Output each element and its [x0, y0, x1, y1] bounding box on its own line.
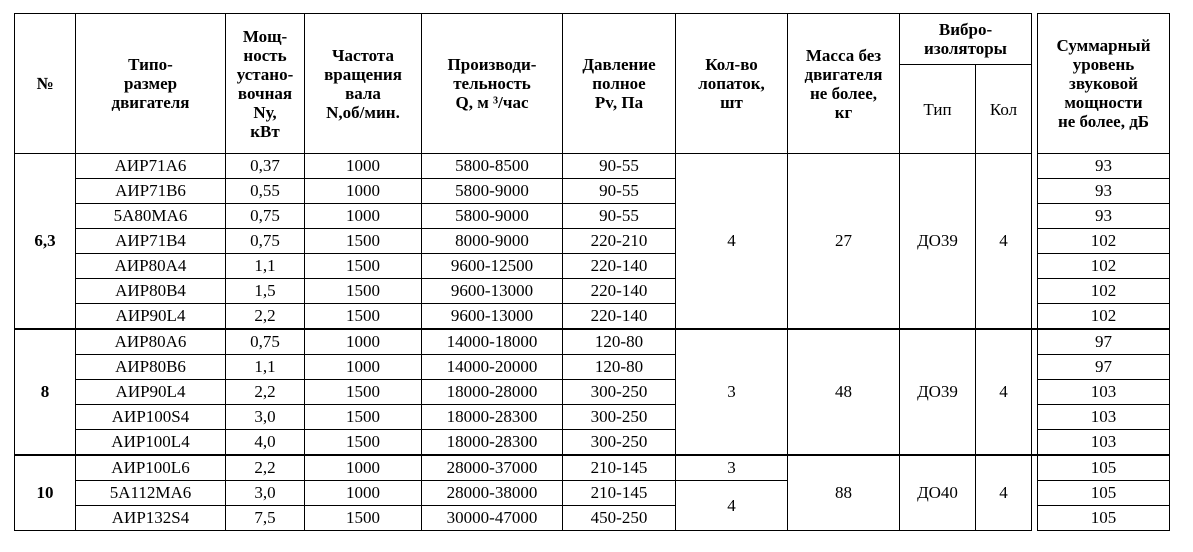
- flow-cell: 5800-8500: [422, 154, 563, 179]
- pressure-cell: 210-145: [563, 455, 676, 481]
- power-cell: 3,0: [226, 405, 305, 430]
- flow-cell: 5800-9000: [422, 204, 563, 229]
- motor-type-cell: АИР100S4: [76, 405, 226, 430]
- flow-cell: 18000-28000: [422, 380, 563, 405]
- frequency-cell: 1500: [305, 304, 422, 330]
- noise-level-cell: 93: [1038, 154, 1170, 179]
- power-cell: 2,2: [226, 455, 305, 481]
- noise-level-cell: 97: [1038, 329, 1170, 355]
- flow-cell: 14000-20000: [422, 355, 563, 380]
- motor-type-cell: АИР100L4: [76, 430, 226, 456]
- frequency-cell: 1000: [305, 355, 422, 380]
- pressure-cell: 450-250: [563, 506, 676, 531]
- flow-cell: 18000-28300: [422, 405, 563, 430]
- frequency-cell: 1500: [305, 506, 422, 531]
- noise-level-cell: 97: [1038, 355, 1170, 380]
- power-cell: 0,37: [226, 154, 305, 179]
- noise-level-cell: 102: [1038, 254, 1170, 279]
- noise-level-cell: 93: [1038, 204, 1170, 229]
- vibro-count-cell: 4: [976, 329, 1032, 455]
- power-cell: 4,0: [226, 430, 305, 456]
- motor-type-cell: АИР90L4: [76, 304, 226, 330]
- frequency-cell: 1500: [305, 279, 422, 304]
- pressure-cell: 300-250: [563, 430, 676, 456]
- flow-cell: 5800-9000: [422, 179, 563, 204]
- pressure-cell: 90-55: [563, 204, 676, 229]
- motor-type-cell: АИР90L4: [76, 380, 226, 405]
- table-row: [15, 455, 1170, 481]
- power-cell: 3,0: [226, 481, 305, 506]
- power-cell: 2,2: [226, 380, 305, 405]
- header-number: №: [15, 14, 76, 154]
- pressure-cell: 300-250: [563, 405, 676, 430]
- header-mass: Масса без двигателя не более, кг: [788, 14, 900, 154]
- mass-cell: 48: [788, 329, 900, 455]
- blade-count-cell: 4: [676, 154, 788, 330]
- header-flow-rate: Производи- тельность Q, м ³/час: [422, 14, 563, 154]
- frequency-cell: 1500: [305, 380, 422, 405]
- noise-level-cell: 102: [1038, 304, 1170, 330]
- mass-cell: 88: [788, 455, 900, 531]
- pressure-cell: 120-80: [563, 329, 676, 355]
- pressure-cell: 90-55: [563, 179, 676, 204]
- pressure-cell: 220-140: [563, 304, 676, 330]
- frequency-cell: 1000: [305, 204, 422, 229]
- motor-type-cell: АИР80В6: [76, 355, 226, 380]
- group-number-cell: 10: [15, 455, 76, 531]
- motor-type-cell: АИР80А4: [76, 254, 226, 279]
- pressure-cell: 220-140: [563, 254, 676, 279]
- frequency-cell: 1000: [305, 455, 422, 481]
- power-cell: 7,5: [226, 506, 305, 531]
- frequency-cell: 1500: [305, 229, 422, 254]
- blade-count-cell: 3: [676, 455, 788, 481]
- flow-cell: 14000-18000: [422, 329, 563, 355]
- power-cell: 1,1: [226, 355, 305, 380]
- flow-cell: 18000-28300: [422, 430, 563, 456]
- header-power: Мощ- ность устано- вочная Nу, кВт: [226, 14, 305, 154]
- frequency-cell: 1000: [305, 179, 422, 204]
- header-rotation-frequency: Частота вращения вала N,об/мин.: [305, 14, 422, 154]
- noise-level-cell: 103: [1038, 430, 1170, 456]
- motor-type-cell: АИР71В4: [76, 229, 226, 254]
- motor-type-cell: 5А112МА6: [76, 481, 226, 506]
- group-number-cell: 6,3: [15, 154, 76, 330]
- header-motor-type: Типо- размер двигателя: [76, 14, 226, 154]
- motor-type-cell: АИР132S4: [76, 506, 226, 531]
- flow-cell: 8000-9000: [422, 229, 563, 254]
- table-body: [15, 154, 1170, 531]
- power-cell: 1,5: [226, 279, 305, 304]
- header-vibro-isolators: Вибро- изоляторы: [900, 14, 1032, 65]
- vibro-type-cell: ДО40: [900, 455, 976, 531]
- table-row: [15, 329, 1170, 355]
- noise-level-cell: 105: [1038, 481, 1170, 506]
- pressure-cell: 300-250: [563, 380, 676, 405]
- flow-cell: 9600-13000: [422, 279, 563, 304]
- header-blade-count: Кол-во лопаток, шт: [676, 14, 788, 154]
- table-row: [15, 154, 1170, 179]
- power-cell: 0,75: [226, 204, 305, 229]
- flow-cell: 30000-47000: [422, 506, 563, 531]
- motor-type-cell: 5А80МА6: [76, 204, 226, 229]
- flow-cell: 28000-37000: [422, 455, 563, 481]
- flow-cell: 9600-13000: [422, 304, 563, 330]
- pressure-cell: 220-140: [563, 279, 676, 304]
- noise-level-cell: 103: [1038, 380, 1170, 405]
- power-cell: 1,1: [226, 254, 305, 279]
- frequency-cell: 1000: [305, 329, 422, 355]
- motor-type-cell: АИР80А6: [76, 329, 226, 355]
- mass-cell: 27: [788, 154, 900, 330]
- power-cell: 2,2: [226, 304, 305, 330]
- pressure-cell: 90-55: [563, 154, 676, 179]
- frequency-cell: 1000: [305, 154, 422, 179]
- vibro-count-cell: 4: [976, 455, 1032, 531]
- flow-cell: 28000-38000: [422, 481, 563, 506]
- fan-specs-table: [14, 13, 1170, 531]
- noise-level-cell: 93: [1038, 179, 1170, 204]
- noise-level-cell: 105: [1038, 455, 1170, 481]
- frequency-cell: 1500: [305, 405, 422, 430]
- header-pressure: Давление полное Pv, Па: [563, 14, 676, 154]
- noise-level-cell: 102: [1038, 279, 1170, 304]
- vibro-type-cell: ДО39: [900, 329, 976, 455]
- header-vibro-type: Тип: [900, 65, 976, 154]
- power-cell: 0,75: [226, 229, 305, 254]
- frequency-cell: 1500: [305, 254, 422, 279]
- noise-level-cell: 105: [1038, 506, 1170, 531]
- flow-cell: 9600-12500: [422, 254, 563, 279]
- noise-level-cell: 102: [1038, 229, 1170, 254]
- noise-level-cell: 103: [1038, 405, 1170, 430]
- pressure-cell: 120-80: [563, 355, 676, 380]
- motor-type-cell: АИР100L6: [76, 455, 226, 481]
- vibro-type-cell: ДО39: [900, 154, 976, 330]
- header-noise-level: Суммарный уровень звуковой мощности не более, дБ: [1038, 14, 1170, 154]
- power-cell: 0,75: [226, 329, 305, 355]
- vibro-count-cell: 4: [976, 154, 1032, 330]
- frequency-cell: 1000: [305, 481, 422, 506]
- frequency-cell: 1500: [305, 430, 422, 456]
- motor-type-cell: АИР80В4: [76, 279, 226, 304]
- power-cell: 0,55: [226, 179, 305, 204]
- blade-count-cell: 3: [676, 329, 788, 455]
- pressure-cell: 220-210: [563, 229, 676, 254]
- group-number-cell: 8: [15, 329, 76, 455]
- header-vibro-count: Кол: [976, 65, 1032, 154]
- pressure-cell: 210-145: [563, 481, 676, 506]
- motor-type-cell: АИР71В6: [76, 179, 226, 204]
- motor-type-cell: АИР71А6: [76, 154, 226, 179]
- blade-count-cell: 4: [676, 481, 788, 531]
